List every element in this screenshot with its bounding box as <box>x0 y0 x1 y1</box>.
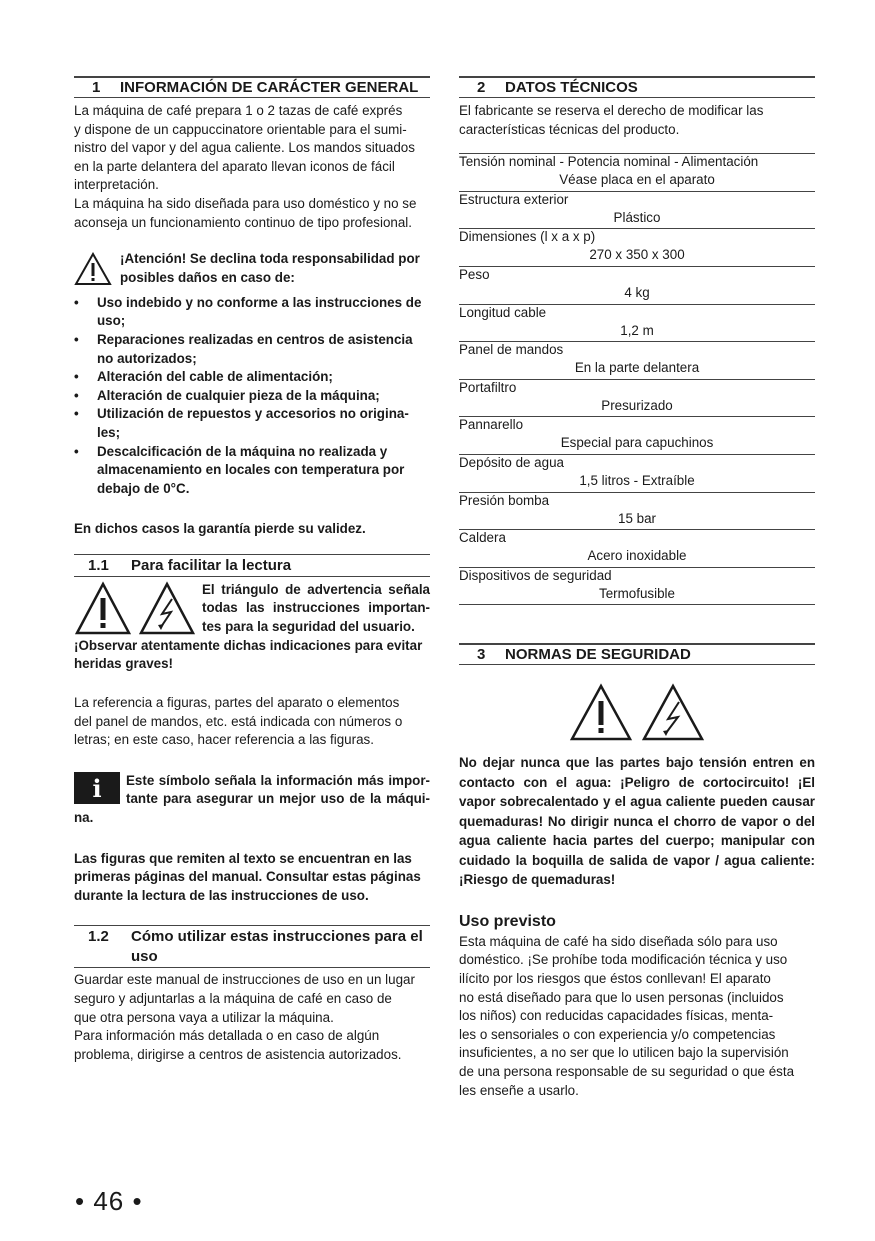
table-row <box>459 530 815 568</box>
row-value: Acero inoxidable <box>587 548 687 564</box>
figure-reference-text: La referencia a figuras, partes del aparato o elementos del panel de mandos, etc. está indicada con números o letras; en este caso, hacer referencia a las figuras. <box>74 695 403 748</box>
list-item: • Reparaciones realizadas en centros de asistencia no autorizados; <box>74 331 430 368</box>
electric-hazard-icon <box>644 686 702 739</box>
row-label: Pannarello <box>459 417 524 433</box>
row-label: Presión bomba <box>459 492 550 508</box>
electric-hazard-icon <box>141 584 193 633</box>
right-column <box>459 76 815 1100</box>
liability-list <box>74 294 430 499</box>
observe-instructions: ¡Observar atentamente dichas indicaciones para evitar heridas graves! <box>74 637 423 672</box>
list-item: • Uso indebido y no conforme a las instrucciones de uso; <box>74 294 430 331</box>
general-intro: La máquina de café prepara 1 o 2 tazas de café exprés y dispone de un cappuccinatore orientable para el sumi- nistro del vapor y del agua caliente. Los mandos situados en la parte delantera del aparato llevan iconos de fácil interpretación. La máquina ha sido diseñada para uso doméstico y no se aconseja un funcionamiento continuo de tipo profesional. <box>74 103 417 230</box>
row-value: 1,5 litros - Extraíble <box>579 472 695 488</box>
row-label: Panel de mandos <box>459 342 564 358</box>
row-label: Tensión nominal - Potencia nominal - Alimentación <box>459 154 759 170</box>
row-label: Estructura exterior <box>459 191 569 207</box>
row-value: 4 kg <box>624 284 650 300</box>
warning-triangle-icon <box>74 252 120 292</box>
table-row <box>459 267 815 305</box>
triangle-explanation: El triángulo de advertencia señala todas las instrucciones importan-tes para la seguridad del usuario. <box>202 581 430 635</box>
guarantee-note: En dichos casos la garantía pierde su validez. <box>74 521 366 537</box>
section-title: DATOS TÉCNICOS <box>505 79 638 96</box>
warning-triangle-icon <box>77 584 129 633</box>
row-value: 1,2 m <box>620 322 654 338</box>
liability-warning <box>74 250 430 292</box>
warning-triangle-icon <box>572 686 630 739</box>
section-number: 3 <box>477 646 486 664</box>
section-title: Cómo utilizar estas instrucciones para el uso <box>131 928 423 966</box>
section-number: 1.2 <box>88 928 109 946</box>
section-number: 2 <box>477 79 486 96</box>
row-value: Especial para capuchinos <box>560 435 714 451</box>
row-value: Presurizado <box>601 397 673 413</box>
warning-icons <box>74 581 198 637</box>
table-row <box>459 192 815 230</box>
section-1-2-header <box>74 925 430 968</box>
table-row <box>459 493 815 531</box>
list-item: • Alteración de cualquier pieza de la máquina; <box>74 387 430 406</box>
table-row <box>459 568 815 606</box>
row-label: Peso <box>459 266 490 282</box>
list-item: • Descalcificación de la máquina no realizada y almacenamiento en locales con temperatura por debajo de 0°C. <box>74 443 430 499</box>
info-icon: i <box>74 772 120 804</box>
section-title: INFORMACIÓN DE CARÁCTER GENERAL <box>120 79 419 96</box>
safety-icons <box>459 683 815 745</box>
row-label: Longitud cable <box>459 304 547 320</box>
row-label: Depósito de agua <box>459 454 564 470</box>
table-row <box>459 229 815 267</box>
row-value: Termofusible <box>599 585 675 601</box>
section-2-header <box>459 76 815 98</box>
table-row <box>459 455 815 493</box>
section-3-header <box>459 643 815 665</box>
row-value: Plástico <box>613 209 661 225</box>
section-number: 1 <box>92 79 101 96</box>
table-row <box>459 305 815 343</box>
row-label: Portafiltro <box>459 379 517 395</box>
table-row <box>459 380 815 418</box>
row-value: Véase placa en el aparato <box>559 172 715 188</box>
manual-usage-text: Guardar este manual de instrucciones de uso en un lugar seguro y adjuntarlas a la máquina de café en caso de que otra persona vaya a utilizar la máquina. Para información más detallada o en caso de algún problema, dirigirse a centros de asistencia autorizados. <box>74 972 415 1062</box>
info-symbol-text: Este símbolo señala la información más impor-tante para asegurar un mejor uso de la máqui-na. <box>74 772 430 826</box>
tech-intro: El fabricante se reserva el derecho de modificar las características técnicas del producto. <box>459 103 764 137</box>
safety-warning-text: No dejar nunca que las partes bajo tensión entren en contacto con el agua: ¡Peligro de cortocircuito! ¡El vapor sobrecalentado y el agua caliente pueden causar quemaduras! No dirigir nunca el chorro de vapor o del agua caliente hacia partes del cuerpo; manipular con cuidado la boquilla de salida de vapor / agua caliente: ¡Riesgo de quemaduras! <box>459 755 815 888</box>
intended-use-title: Uso previsto <box>459 912 556 930</box>
tech-data-table <box>459 153 815 605</box>
row-value: 270 x 350 x 300 <box>589 247 685 263</box>
section-title: NORMAS DE SEGURIDAD <box>505 646 691 664</box>
list-item: • Utilización de repuestos y accesorios no origina-les; <box>74 405 430 442</box>
row-value: 15 bar <box>618 510 656 526</box>
reading-aid-block <box>74 581 430 674</box>
section-number: 1.1 <box>88 556 109 574</box>
row-label: Dimensiones (l x a x p) <box>459 229 596 245</box>
table-row <box>459 342 815 380</box>
table-row <box>459 417 815 455</box>
intended-use-text: Esta máquina de café ha sido diseñada sólo para uso doméstico. ¡Se prohíbe toda modificación técnica y uso ilícito por los riesgos que éstos conllevan! El aparato no está diseñado para que lo usen personas (incluidos los niños) con reducidas capacidades físicas, menta- les o sensoriales o con experiencia y/o competencias insuficientes, a no ser que lo utilicen bajo la supervisión de una persona responsable de su seguridad o que ésta les enseñe a usarlo. <box>459 933 795 1098</box>
section-title: Para facilitar la lectura <box>131 556 292 574</box>
row-label: Caldera <box>459 530 506 546</box>
section-1-header <box>74 76 430 98</box>
info-symbol-block <box>74 772 430 828</box>
section-1-1-header <box>74 554 430 577</box>
row-value: En la parte delantera <box>574 360 700 376</box>
left-column <box>74 76 430 1064</box>
figures-note: Las figuras que remiten al texto se encuentran en las primeras páginas del manual. Consultar estas páginas durante la lectura de las instrucciones de uso. <box>74 850 421 903</box>
liability-warning-text: ¡Atención! Se declina toda responsabilidad por posibles daños en caso de: <box>120 251 420 285</box>
list-item: • Alteración del cable de alimentación; <box>74 368 430 387</box>
page-number: • 46 • <box>75 1186 143 1216</box>
row-label: Dispositivos de seguridad <box>459 567 612 583</box>
table-row <box>459 154 815 192</box>
